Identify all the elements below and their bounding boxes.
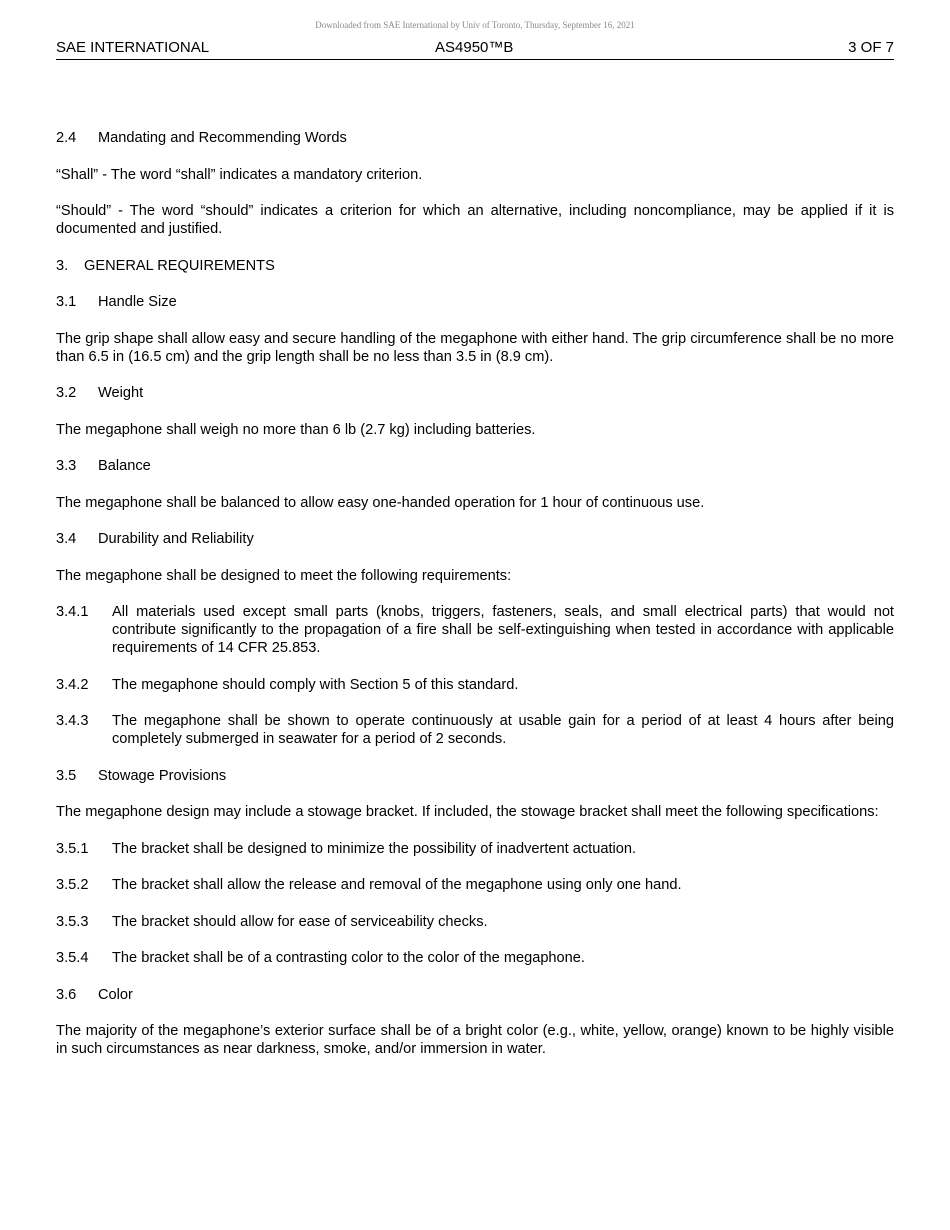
section-title: Durability and Reliability: [98, 531, 254, 547]
paragraph-shall-definition: “Shall” - The word “shall” indicates a mandatory criterion.: [56, 166, 423, 183]
list-item-3-5-3: [56, 913, 894, 931]
section-number: 3.1: [56, 294, 77, 310]
item-number: 3.5.2: [56, 877, 89, 893]
section-heading-3: [56, 257, 894, 275]
section-title: Balance: [98, 458, 151, 474]
section-heading-3-5: [56, 767, 894, 785]
section-number: 3.: [56, 257, 69, 274]
section-title: Mandating and Recommending Words: [98, 130, 347, 146]
section-number: 3.2: [56, 385, 77, 401]
item-number: 3.5.4: [56, 950, 89, 966]
section-heading-3-4: [56, 530, 894, 548]
section-title: Color: [98, 986, 133, 1003]
section-heading-3-6: [56, 986, 894, 1004]
item-text: The bracket should allow for ease of serviceability checks.: [112, 913, 488, 930]
header-page-number: 3 OF 7: [848, 39, 894, 56]
section-heading-3-3: [56, 457, 894, 475]
section-title: Weight: [98, 385, 144, 401]
document-body: [56, 129, 894, 1077]
list-item-3-4-3: [56, 712, 894, 748]
paragraph-durability-intro: The megaphone shall be designed to meet the following requirements:: [56, 567, 512, 584]
item-text: All materials used except small parts (knobs, triggers, fasteners, seals, and small electrical parts) that would not contribute significantly to the propagation of a fire shall be self-extinguishing when tested in accordance with applicable requirements of 14 CFR 25.853.: [112, 604, 894, 656]
paragraph-weight: The megaphone shall weigh no more than 6 lb (2.7 kg) including batteries.: [56, 421, 536, 438]
section-title: GENERAL REQUIREMENTS: [84, 257, 275, 274]
item-number: 3.4.2: [56, 676, 89, 693]
header-organization: SAE INTERNATIONAL: [56, 39, 210, 56]
item-number: 3.4.1: [56, 604, 89, 620]
item-text: The bracket shall be of a contrasting color to the color of the megaphone.: [112, 950, 585, 966]
item-text: The bracket shall be designed to minimize the possibility of inadvertent actuation.: [112, 840, 637, 857]
item-number: 3.4.3: [56, 713, 89, 729]
list-item-3-5-2: [56, 876, 894, 894]
section-number: 3.3: [56, 458, 77, 474]
paragraph-should-definition: “Should” - The word “should” indicates a criterion for which an alternative, including noncompliance, may be applied if it is documented and justified.: [56, 203, 894, 237]
page-header: [56, 39, 894, 60]
list-item-3-4-2: [56, 676, 894, 694]
item-text: The megaphone should comply with Section 5 of this standard.: [112, 676, 519, 693]
header-document-id: AS4950™B: [435, 39, 514, 56]
section-heading-2-4: [56, 129, 894, 147]
section-title: Stowage Provisions: [98, 767, 227, 784]
section-heading-3-2: [56, 384, 894, 402]
item-number: 3.5.3: [56, 913, 89, 930]
section-heading-3-1: [56, 293, 894, 311]
list-item-3-5-1: [56, 840, 894, 858]
item-number: 3.5.1: [56, 840, 89, 857]
list-item-3-5-4: [56, 949, 894, 967]
paragraph-balance: The megaphone shall be balanced to allow easy one-handed operation for 1 hour of continuous use.: [56, 494, 705, 511]
item-text: The bracket shall allow the release and removal of the megaphone using only one hand.: [112, 877, 682, 893]
paragraph-color: The majority of the megaphone’s exterior surface shall be of a bright color (e.g., white, yellow, orange) known to be highly visible in such circumstances as near darkness, smoke, and/or immersion in water.: [56, 1023, 894, 1057]
section-title: Handle Size: [98, 294, 177, 310]
list-item-3-4-1: [56, 603, 894, 657]
section-number: 3.6: [56, 986, 77, 1003]
section-number: 3.5: [56, 767, 77, 784]
section-number: 3.4: [56, 531, 77, 547]
paragraph-stowage-intro: The megaphone design may include a stowage bracket. If included, the stowage bracket shall meet the following specifications:: [56, 804, 879, 820]
section-number: 2.4: [56, 130, 77, 146]
item-text: The megaphone shall be shown to operate continuously at usable gain for a period of at least 4 hours after being completely submerged in seawater for a period of 2 seconds.: [112, 713, 894, 747]
download-watermark: Downloaded from SAE International by Univ of Toronto, Thursday, September 16, 2021: [315, 20, 635, 30]
paragraph-handle-size: The grip shape shall allow easy and secure handling of the megaphone with either hand. The grip circumference shall be no more than 6.5 in (16.5 cm) and the grip length shall be no less than 3.5 in (8.9 cm).: [56, 330, 894, 365]
